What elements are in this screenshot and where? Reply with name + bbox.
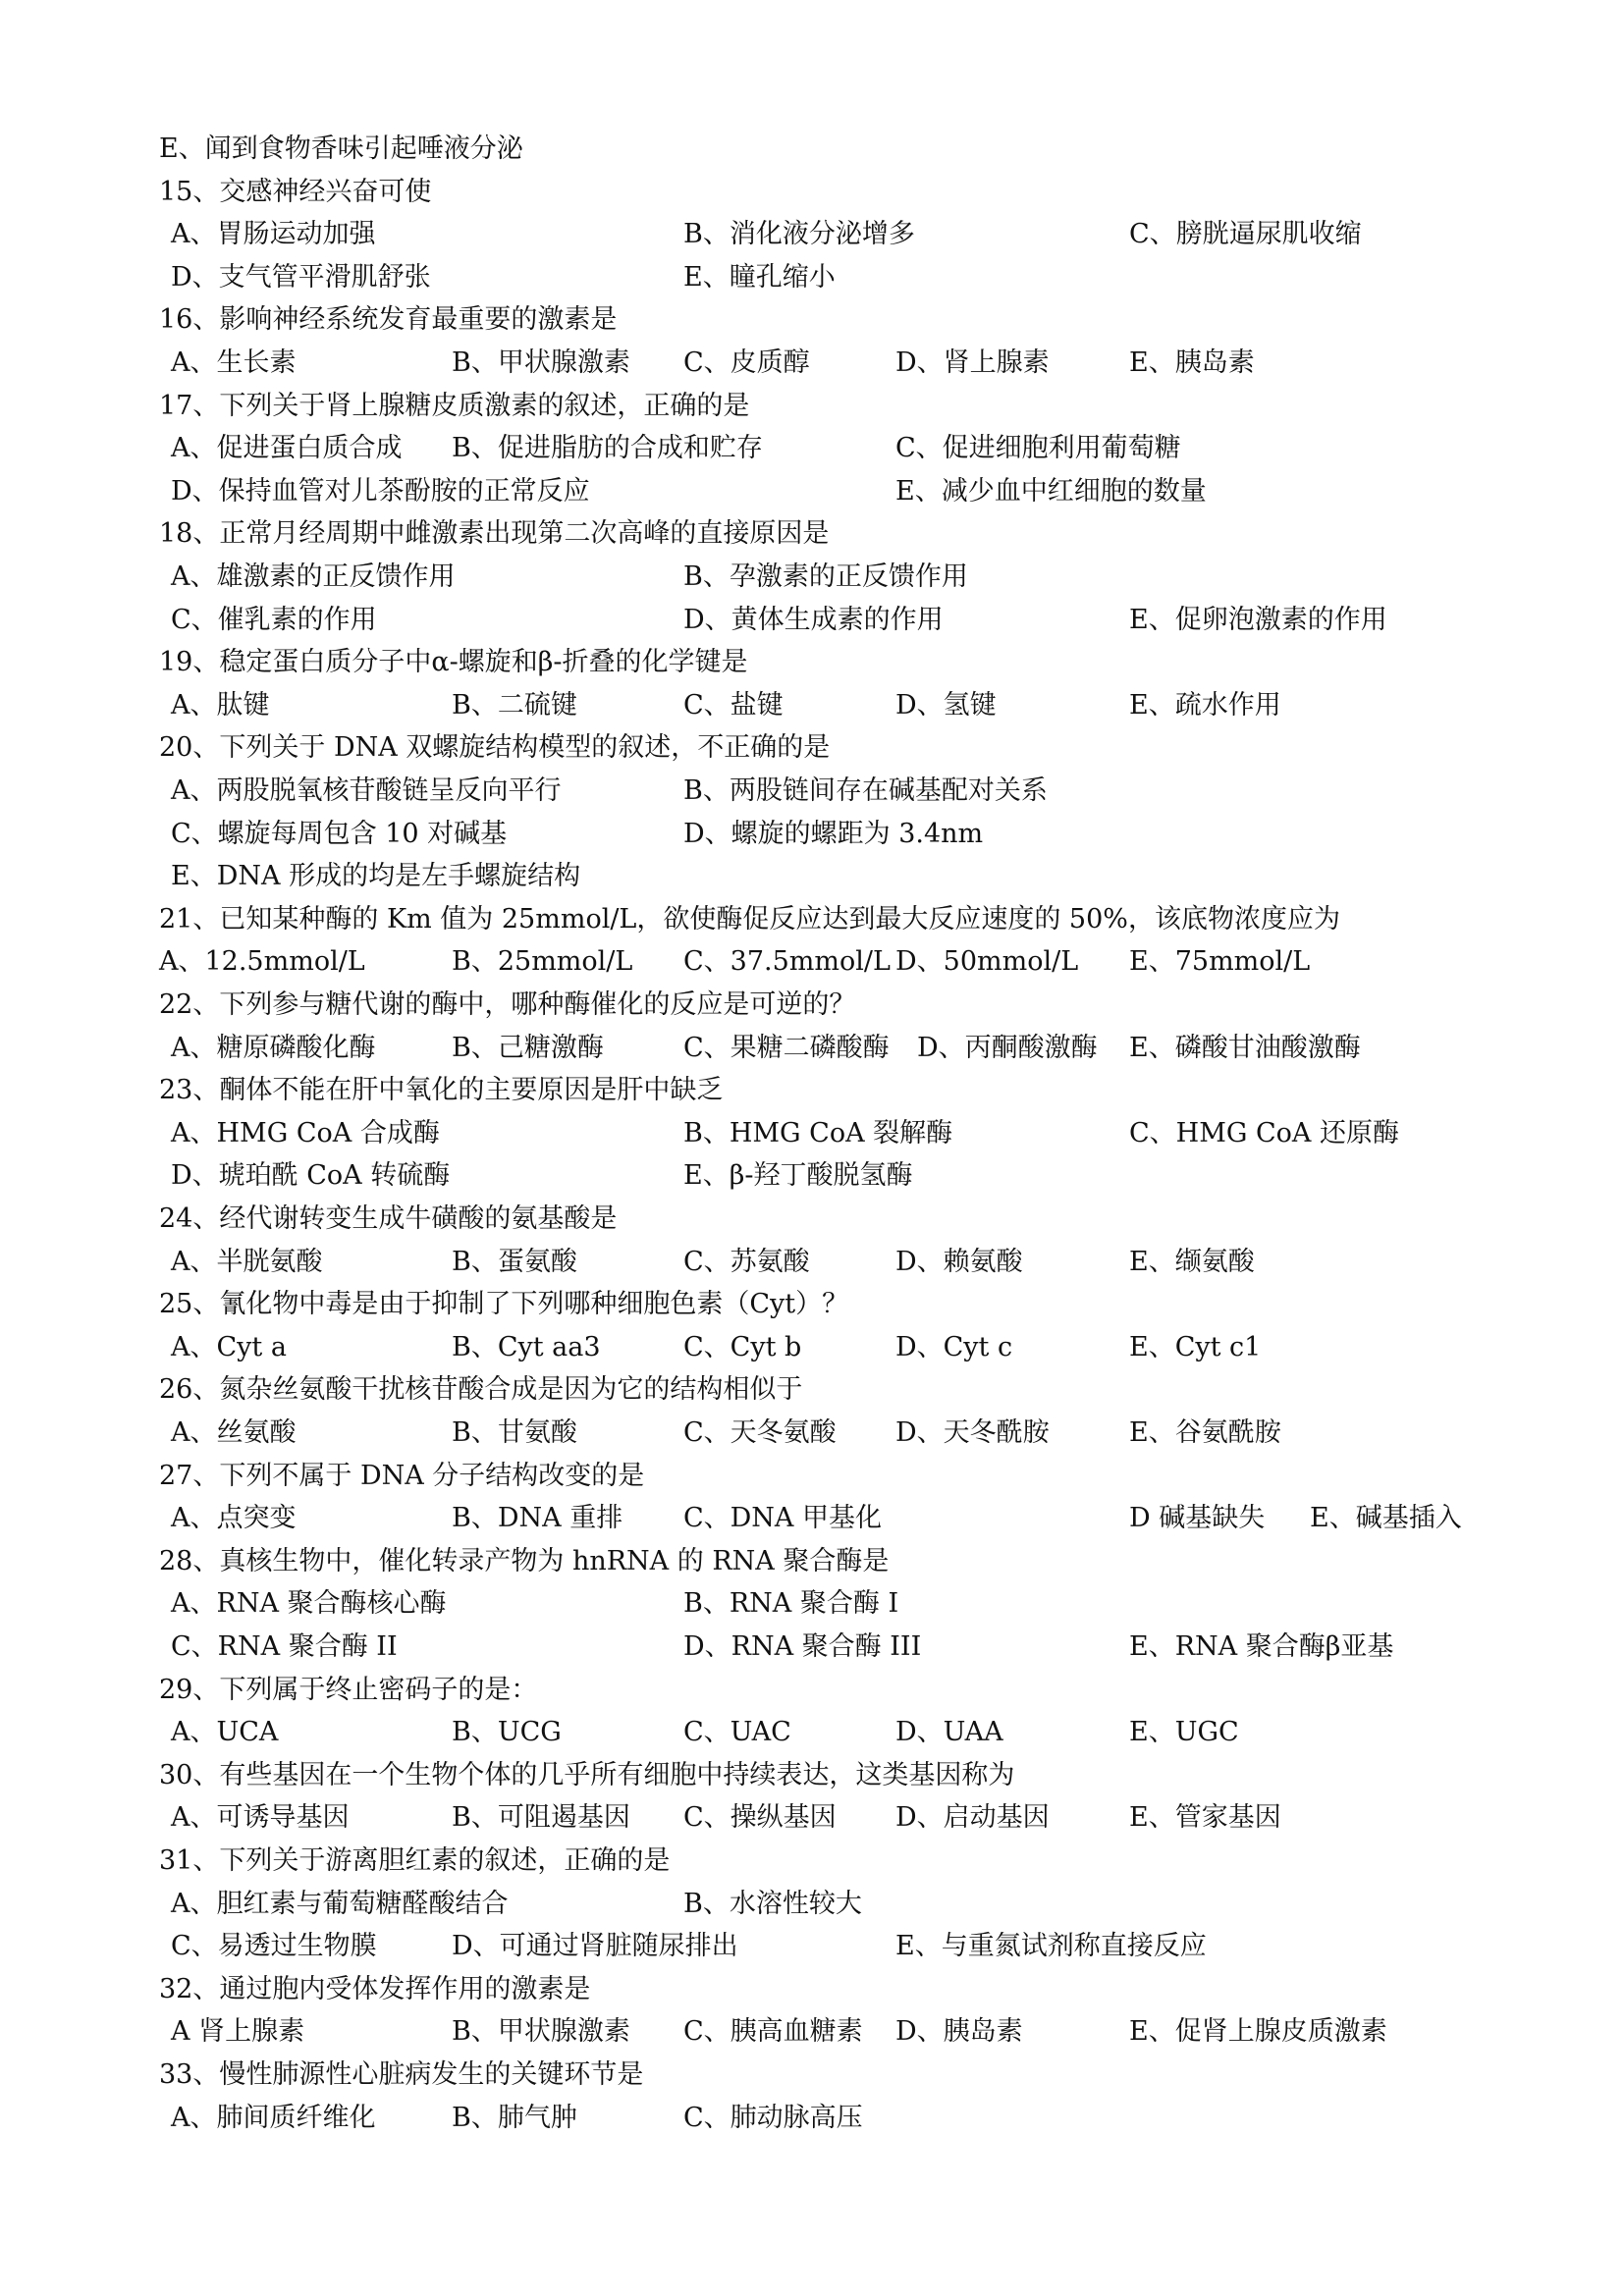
option-text: E、促卵泡激素的作用 [1129, 604, 1387, 635]
option-text: D 碱基缺失 [1129, 1503, 1266, 1534]
question-line [0, 1968, 1624, 2011]
options-line [0, 1241, 1624, 1284]
option-text: D、50mmol/L [895, 946, 1079, 978]
question-text: 21、已知某种酶的 Km 值为 25mmol/L，欲使酶促反应达到最大反应速度的 50%，该底物浓度应为 [159, 903, 1340, 934]
question-text: E、闻到食物香味引起唾液分泌 [159, 133, 523, 164]
option-text: B、HMG CoA 裂解酶 [683, 1117, 953, 1148]
question-text: 24、经代谢转变生成牛磺酸的氨基酸是 [159, 1203, 618, 1234]
options-line [0, 256, 1624, 299]
option-text: D、氢键 [895, 689, 997, 721]
option-text: A、12.5mmol/L [159, 946, 365, 978]
options-line [0, 2010, 1624, 2054]
option-text: C、催乳素的作用 [171, 604, 377, 635]
option-text: A、肽键 [171, 689, 270, 721]
question-text: 15、交感神经兴奋可使 [159, 176, 432, 207]
option-text: C、操纵基因 [683, 1802, 837, 1834]
option-text: C、天冬氨酸 [683, 1417, 837, 1448]
option-text: C、易透过生物膜 [171, 1931, 377, 1962]
option-text: C、盐键 [683, 689, 784, 721]
option-text: B、两股链间存在碱基配对关系 [683, 775, 1048, 806]
option-text: D、天冬酰胺 [895, 1417, 1050, 1448]
option-text: B、蛋氨酸 [452, 1246, 577, 1277]
option-text: A、半胱氨酸 [171, 1246, 323, 1277]
options-line [0, 855, 1624, 898]
question-text: 32、通过胞内受体发挥作用的激素是 [159, 1973, 591, 2004]
question-line [0, 984, 1624, 1027]
option-text: D、螺旋的螺距为 3.4nm [683, 818, 984, 849]
option-text: C、促进细胞利用葡萄糖 [895, 433, 1181, 464]
options-line [0, 1925, 1624, 1968]
option-text: B、25mmol/L [452, 946, 633, 978]
question-text: 18、正常月经周期中雌激素出现第二次高峰的直接原因是 [159, 518, 830, 550]
option-text: C、HMG CoA 还原酶 [1129, 1117, 1399, 1148]
option-text: A、糖原磷酸化酶 [171, 1032, 376, 1063]
option-text: D、黄体生成素的作用 [683, 604, 944, 635]
option-text: D、保持血管对儿茶酚胺的正常反应 [171, 475, 590, 507]
question-line [0, 641, 1624, 684]
option-text: D、肾上腺素 [895, 347, 1050, 378]
options-line [0, 1326, 1624, 1369]
question-line [0, 171, 1624, 214]
question-text: 29、下列属于终止密码子的是： [159, 1674, 538, 1705]
option-text: E、碱基插入 [1310, 1503, 1462, 1534]
option-text: B、己糖激酶 [452, 1032, 604, 1063]
option-text: D、RNA 聚合酶 III [683, 1631, 922, 1662]
options-line [0, 770, 1624, 813]
question-text: 22、下列参与糖代谢的酶中，哪种酶催化的反应是可逆的？ [159, 989, 856, 1020]
option-text: E、磷酸甘油酸激酶 [1129, 1032, 1361, 1063]
options-line [0, 1154, 1624, 1198]
option-text: B、甘氨酸 [452, 1417, 577, 1448]
option-text: A、UCA [171, 1717, 279, 1748]
option-text: E、减少血中红细胞的数量 [895, 475, 1207, 507]
option-text: A、肺间质纤维化 [171, 2102, 376, 2133]
option-text: B、促进脂肪的合成和贮存 [452, 433, 763, 464]
question-text: 26、氮杂丝氨酸干扰核苷酸合成是因为它的结构相似于 [159, 1374, 803, 1406]
option-text: D、丙酮酸激酶 [917, 1032, 1098, 1063]
option-text: E、瞳孔缩小 [683, 261, 836, 293]
option-text: A、雄激素的正反馈作用 [171, 561, 456, 592]
question-line [0, 1540, 1624, 1583]
option-text: C、Cyt b [683, 1331, 802, 1362]
option-text: B、Cyt aa3 [452, 1331, 601, 1362]
option-text: C、37.5mmol/L [683, 946, 891, 978]
option-text: A、RNA 聚合酶核心酶 [171, 1588, 447, 1620]
option-text: B、水溶性较大 [683, 1888, 862, 1919]
options-line [0, 1497, 1624, 1540]
options-line [0, 813, 1624, 856]
option-text: C、UAC [683, 1717, 791, 1748]
option-text: B、甲状腺激素 [452, 347, 630, 378]
option-text: A 肾上腺素 [171, 2016, 305, 2048]
question-line [0, 1669, 1624, 1712]
question-line [0, 898, 1624, 941]
question-text: 16、影响神经系统发育最重要的激素是 [159, 304, 618, 336]
options-line [0, 2097, 1624, 2140]
option-text: C、螺旋每周包含 10 对碱基 [171, 818, 508, 849]
question-text: 17、下列关于肾上腺糖皮质激素的叙述，正确的是 [159, 390, 750, 421]
options-line [0, 342, 1624, 385]
option-text: C、皮质醇 [683, 347, 810, 378]
option-text: A、两股脱氧核苷酸链呈反向平行 [171, 775, 562, 806]
option-text: D、胰岛素 [895, 2016, 1023, 2048]
option-text: A、生长素 [171, 347, 297, 378]
option-text: B、肺气肿 [452, 2102, 577, 2133]
options-line [0, 1883, 1624, 1926]
option-text: B、UCG [452, 1717, 562, 1748]
question-line [0, 298, 1624, 342]
option-text: B、RNA 聚合酶 I [683, 1588, 899, 1620]
option-text: E、UGC [1129, 1717, 1239, 1748]
question-text: 25、氰化物中毒是由于抑制了下列哪种细胞色素（Cyt）？ [159, 1289, 849, 1320]
question-text: 27、下列不属于 DNA 分子结构改变的是 [159, 1460, 645, 1491]
option-text: D、启动基因 [895, 1802, 1050, 1834]
question-line [0, 726, 1624, 770]
option-text: A、丝氨酸 [171, 1417, 297, 1448]
option-text: B、DNA 重排 [452, 1503, 623, 1534]
question-text: 30、有些基因在一个生物个体的几乎所有细胞中持续表达，这类基因称为 [159, 1759, 1015, 1790]
options-line [0, 684, 1624, 727]
options-line [0, 599, 1624, 642]
options-line [0, 1582, 1624, 1626]
option-text: A、胃肠运动加强 [171, 219, 376, 250]
question-line [0, 1368, 1624, 1412]
options-line [0, 1711, 1624, 1754]
question-line [0, 128, 1624, 171]
question-line [0, 1754, 1624, 1797]
option-text: C、果糖二磷酸酶 [683, 1032, 890, 1063]
option-text: C、RNA 聚合酶 II [171, 1631, 398, 1662]
option-text: B、孕激素的正反馈作用 [683, 561, 968, 592]
question-text: 33、慢性肺源性心脏病发生的关键环节是 [159, 2059, 644, 2090]
option-text: E、胰岛素 [1129, 347, 1255, 378]
question-text: 19、稳定蛋白质分子中α-螺旋和β-折叠的化学键是 [159, 647, 748, 678]
question-text: 20、下列关于 DNA 双螺旋结构模型的叙述，不正确的是 [159, 732, 831, 764]
option-text: B、消化液分泌增多 [683, 219, 915, 250]
question-line [0, 512, 1624, 556]
option-text: E、谷氨酰胺 [1129, 1417, 1281, 1448]
option-text: E、RNA 聚合酶β亚基 [1129, 1631, 1394, 1662]
options-line [0, 213, 1624, 256]
option-text: C、膀胱逼尿肌收缩 [1129, 219, 1362, 250]
option-text: D、Cyt c [895, 1331, 1013, 1362]
option-text: C、胰高血糖素 [683, 2016, 863, 2048]
option-text: A、胆红素与葡萄糖醛酸结合 [171, 1888, 509, 1919]
option-text: E、75mmol/L [1129, 946, 1311, 978]
options-line [0, 1796, 1624, 1840]
question-line [0, 1069, 1624, 1112]
option-text: C、DNA 甲基化 [683, 1503, 883, 1534]
option-text: B、可阻遏基因 [452, 1802, 630, 1834]
option-text: B、二硫键 [452, 689, 577, 721]
question-text: 23、酮体不能在肝中氧化的主要原因是肝中缺乏 [159, 1075, 724, 1106]
option-text: D、琥珀酰 CoA 转硫酶 [171, 1160, 451, 1192]
options-line [0, 940, 1624, 984]
option-text: E、DNA 形成的均是左手螺旋结构 [171, 861, 581, 892]
option-text: D、支气管平滑肌舒张 [171, 261, 431, 293]
question-line [0, 1283, 1624, 1326]
options-line [0, 427, 1624, 470]
question-text: 28、真核生物中，催化转录产物为 hnRNA 的 RNA 聚合酶是 [159, 1545, 890, 1576]
option-text: D、赖氨酸 [895, 1246, 1023, 1277]
option-text: C、肺动脉高压 [683, 2102, 863, 2133]
question-line [0, 1840, 1624, 1883]
question-text: 31、下列关于游离胆红素的叙述，正确的是 [159, 1845, 671, 1876]
options-line [0, 556, 1624, 599]
options-line [0, 1626, 1624, 1669]
option-text: C、苏氨酸 [683, 1246, 810, 1277]
question-line [0, 2054, 1624, 2097]
question-line [0, 385, 1624, 428]
question-line [0, 1455, 1624, 1498]
option-text: E、与重氮试剂称直接反应 [895, 1931, 1207, 1962]
option-text: D、UAA [895, 1717, 1003, 1748]
option-text: B、甲状腺激素 [452, 2016, 630, 2048]
option-text: E、疏水作用 [1129, 689, 1281, 721]
option-text: E、Cyt c1 [1129, 1331, 1262, 1362]
option-text: A、促进蛋白质合成 [171, 433, 403, 464]
option-text: E、促肾上腺皮质激素 [1129, 2016, 1387, 2048]
question-line [0, 1198, 1624, 1241]
options-line [0, 470, 1624, 513]
option-text: A、点突变 [171, 1503, 297, 1534]
option-text: D、可通过肾脏随尿排出 [452, 1931, 738, 1962]
option-text: A、HMG CoA 合成酶 [171, 1117, 440, 1148]
options-line [0, 1112, 1624, 1155]
option-text: E、β-羟丁酸脱氢酶 [683, 1160, 913, 1192]
option-text: E、管家基因 [1129, 1802, 1281, 1834]
options-line [0, 1027, 1624, 1070]
option-text: A、Cyt a [171, 1331, 287, 1362]
option-text: E、缬氨酸 [1129, 1246, 1255, 1277]
options-line [0, 1412, 1624, 1455]
option-text: A、可诱导基因 [171, 1802, 350, 1834]
